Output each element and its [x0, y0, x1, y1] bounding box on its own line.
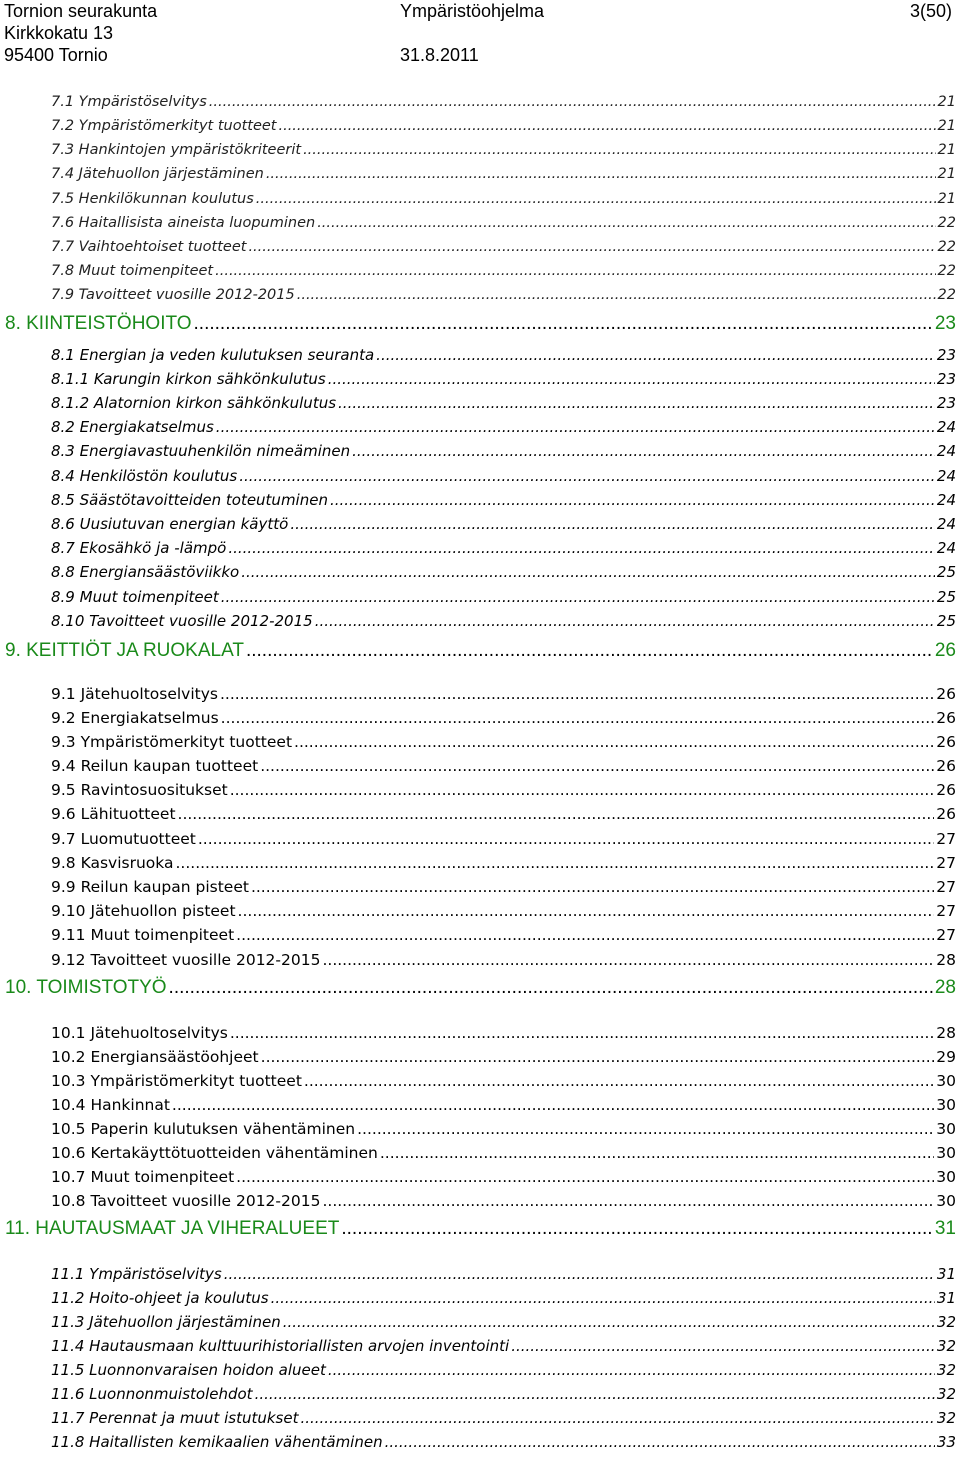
toc-entry-label: 8.8 Energiansäästöviikko: [51, 563, 240, 581]
toc-entry[interactable]: [51, 215, 956, 231]
document-title: Ympäristöohjelma: [400, 1, 545, 21]
toc-entry-label: 10.6 Kertakäyttötuotteiden vähentäminen: [51, 1144, 378, 1162]
toc-leader-dots: [238, 902, 935, 920]
toc-entry[interactable]: [51, 733, 956, 751]
toc-entry[interactable]: [51, 1337, 956, 1355]
toc-leader-dots: [290, 515, 935, 533]
toc-entry-label: 8.1.2 Alatornion kirkon sähkönkulutus: [51, 394, 337, 412]
toc-leader-dots: [228, 539, 935, 557]
toc-leader-dots: [198, 830, 934, 848]
org-name: Tornion seurakunta: [4, 1, 158, 21]
toc-leader-dots: [380, 1144, 934, 1162]
toc-entry-page: 28: [936, 1024, 956, 1042]
toc-entry-page: 23: [936, 346, 956, 364]
toc-leader-dots: [260, 757, 934, 775]
toc-entry-label: 8.5 Säästötavoitteiden toteutuminen: [51, 491, 328, 509]
toc-entry-page: 24: [936, 539, 956, 557]
toc-entry[interactable]: [51, 491, 956, 509]
toc-entry-label: 11.8 Haitallisten kemikaalien vähentäminen: [51, 1433, 383, 1451]
toc-entry[interactable]: [51, 1096, 956, 1114]
toc-entry-page: 30: [936, 1096, 956, 1114]
toc-entry-label: 11.1 Ympäristöselvitys: [51, 1265, 222, 1283]
toc-entry-label: 10.4 Hankinnat: [51, 1096, 170, 1114]
toc-leader-dots: [221, 588, 935, 606]
toc-leader-dots: [352, 442, 935, 460]
toc-leader-dots: [376, 346, 935, 364]
toc-leader-dots: [216, 418, 935, 436]
toc-entry-page: 31: [934, 1218, 956, 1239]
toc-entry-page: 27: [936, 926, 956, 944]
toc-leader-dots: [297, 287, 936, 303]
toc-entry[interactable]: [51, 1289, 956, 1307]
toc-leader-dots: [175, 854, 934, 872]
toc-entry[interactable]: [51, 191, 956, 207]
toc-heading-entry[interactable]: [5, 313, 956, 335]
header-center: [400, 0, 544, 66]
toc-entry-label: 10.7 Muut toimenpiteet: [51, 1168, 235, 1186]
toc-leader-dots: [236, 1168, 934, 1186]
toc-entry-label: 10.2 Energiansäästöohjeet: [51, 1048, 259, 1066]
toc-entry[interactable]: [51, 394, 956, 412]
toc-entry-label: 9. KEITTIÖT JA RUOKALAT: [5, 640, 244, 661]
toc-entry-label: 9.2 Energiakatselmus: [51, 709, 219, 727]
toc-entry-label: 9.4 Reilun kaupan tuotteet: [51, 757, 259, 775]
toc-entry-page: 32: [936, 1313, 956, 1331]
toc-entry-label: 9.8 Kasvisruoka: [51, 854, 174, 872]
toc-leader-dots: [221, 709, 935, 727]
toc-leader-dots: [338, 394, 935, 412]
toc-entry[interactable]: [51, 1048, 956, 1066]
toc-entry-page: 21: [937, 118, 956, 134]
toc-entry[interactable]: [51, 1168, 956, 1186]
toc-entry[interactable]: [51, 951, 956, 969]
toc-entry-label: 7.8 Muut toimenpiteet: [51, 263, 214, 279]
toc-entry-page: 27: [936, 854, 956, 872]
toc-entry-page: 26: [936, 781, 956, 799]
toc-entry-label: 9.5 Ravintosuositukset: [51, 781, 228, 799]
toc-entry-page: 30: [936, 1120, 956, 1138]
toc-entry-label: 9.9 Reilun kaupan pisteet: [51, 878, 249, 896]
toc-entry-label: 9.7 Luomutuotteet: [51, 830, 196, 848]
toc-entry[interactable]: [51, 1313, 956, 1331]
toc-leader-dots: [248, 239, 935, 255]
toc-entry[interactable]: [51, 346, 956, 364]
toc-leader-dots: [236, 926, 934, 944]
toc-entry-label: 11.3 Jätehuollon järjestäminen: [51, 1313, 281, 1331]
toc-entry-label: 9.12 Tavoitteet vuosille 2012-2015: [51, 951, 321, 969]
toc-leader-dots: [357, 1120, 934, 1138]
page-header: [0, 0, 960, 70]
toc-entry-page: 21: [937, 94, 956, 110]
toc-entry-label: 8.4 Henkilöstön koulutus: [51, 467, 238, 485]
toc-entry-page: 30: [936, 1072, 956, 1090]
toc-entry-label: 9.6 Lähituotteet: [51, 805, 176, 823]
toc-entry-page: 21: [937, 142, 956, 158]
toc-leader-dots: [328, 1361, 935, 1379]
toc-entry-page: 24: [936, 515, 956, 533]
toc-heading-entry[interactable]: [5, 977, 956, 999]
toc-leader-dots: [255, 1385, 935, 1403]
toc-entry-label: 7.5 Henkilökunnan koulutus: [51, 191, 254, 207]
toc-entry-label: 8. KIINTEISTÖHOITO: [5, 313, 192, 334]
toc-entry[interactable]: [51, 757, 956, 775]
toc-entry-label: 9.10 Jätehuollon pisteet: [51, 902, 236, 920]
toc-entry[interactable]: [51, 539, 956, 557]
toc-entry[interactable]: [51, 166, 956, 182]
toc-heading-entry[interactable]: [5, 1218, 956, 1240]
toc-entry-page: 23: [936, 394, 956, 412]
toc-leader-dots: [172, 1096, 934, 1114]
toc-entry[interactable]: [51, 1120, 956, 1138]
toc-entry[interactable]: [51, 370, 956, 388]
toc-entry-page: 30: [936, 1168, 956, 1186]
address-street: Kirkkokatu 13: [4, 23, 114, 43]
toc-leader-dots: [256, 191, 936, 207]
toc-entry-label: 8.3 Energiavastuuhenkilön nimeäminen: [51, 442, 351, 460]
toc-entry-label: 7.1 Ympäristöselvitys: [51, 94, 207, 110]
toc-entry-page: 25: [936, 588, 956, 606]
header-left: [4, 0, 157, 66]
toc-entry[interactable]: [51, 1385, 956, 1403]
toc-leader-dots: [330, 491, 935, 509]
toc-entry[interactable]: [51, 563, 956, 581]
toc-entry[interactable]: [51, 854, 956, 872]
toc-entry-page: 27: [936, 878, 956, 896]
toc-entry[interactable]: [51, 287, 956, 303]
toc-entry[interactable]: [51, 239, 956, 255]
toc-entry-page: 27: [936, 830, 956, 848]
toc-leader-dots: [303, 142, 935, 158]
toc-entry-page: 26: [934, 640, 956, 661]
toc-entry-label: 9.3 Ympäristömerkityt tuotteet: [51, 733, 293, 751]
toc-leader-dots: [194, 313, 933, 335]
toc-leader-dots: [241, 563, 935, 581]
toc-leader-dots: [294, 733, 934, 751]
toc-leader-dots: [215, 263, 935, 279]
toc-leader-dots: [246, 640, 933, 662]
toc-entry-page: 25: [936, 563, 956, 581]
toc-leader-dots: [300, 1409, 934, 1427]
toc-leader-dots: [304, 1072, 934, 1090]
toc-entry[interactable]: [51, 1409, 956, 1427]
toc-entry[interactable]: [51, 1072, 956, 1090]
toc-leader-dots: [224, 1265, 935, 1283]
toc-entry-label: 10.8 Tavoitteet vuosille 2012-2015: [51, 1192, 321, 1210]
toc-entry-label: 8.7 Ekosähkö ja -lämpö: [51, 539, 227, 557]
toc-leader-dots: [230, 781, 935, 799]
toc-entry-page: 25: [936, 612, 956, 630]
toc-entry-label: 10. TOIMISTOTYÖ: [5, 977, 167, 998]
toc-leader-dots: [251, 878, 934, 896]
toc-leader-dots: [315, 612, 935, 630]
toc-entry[interactable]: [51, 902, 956, 920]
toc-entry-page: 23: [934, 313, 956, 334]
toc-entry-page: 28: [934, 977, 956, 998]
toc-entry-label: 11.4 Hautausmaan kulttuurihistoriallisten arvojen inventointi: [51, 1337, 510, 1355]
toc-entry[interactable]: [51, 142, 956, 158]
toc-leader-dots: [271, 1289, 935, 1307]
toc-entry-label: 11. HAUTAUSMAAT JA VIHERALUEET: [5, 1218, 340, 1239]
toc-entry-label: 9.11 Muut toimenpiteet: [51, 926, 235, 944]
toc-entry[interactable]: [51, 263, 956, 279]
toc-entry[interactable]: [51, 467, 956, 485]
toc-leader-dots: [278, 118, 935, 134]
toc-leader-dots: [328, 370, 935, 388]
toc-entry-page: 21: [937, 166, 956, 182]
toc-entry-page: 24: [936, 491, 956, 509]
toc-entry-page: 26: [936, 685, 956, 703]
toc-entry-page: 33: [936, 1433, 956, 1451]
toc-entry-page: 29: [936, 1048, 956, 1066]
toc-leader-dots: [322, 1192, 934, 1210]
toc-entry-page: 24: [936, 418, 956, 436]
toc-entry-page: 31: [936, 1289, 956, 1307]
toc-entry-page: 26: [936, 733, 956, 751]
toc-entry-page: 22: [937, 239, 956, 255]
toc-leader-dots: [169, 977, 933, 999]
toc-entry-page: 31: [936, 1265, 956, 1283]
toc-leader-dots: [341, 1218, 933, 1240]
toc-leader-dots: [322, 951, 934, 969]
toc-leader-dots: [209, 94, 936, 110]
toc-entry[interactable]: [51, 805, 956, 823]
toc-leader-dots: [220, 685, 934, 703]
toc-leader-dots: [511, 1337, 935, 1355]
toc-entry-page: 32: [936, 1409, 956, 1427]
toc-entry[interactable]: [51, 926, 956, 944]
toc-entry-label: 10.1 Jätehuoltoselvitys: [51, 1024, 228, 1042]
toc-entry-label: 7.6 Haitallisista aineista luopuminen: [51, 215, 316, 231]
toc-leader-dots: [239, 467, 935, 485]
toc-entry-page: 28: [936, 951, 956, 969]
toc-entry[interactable]: [51, 709, 956, 727]
toc-entry[interactable]: [51, 588, 956, 606]
header-right: [910, 0, 952, 22]
toc-entry-page: 24: [936, 467, 956, 485]
page-number: 3(50): [909, 1, 952, 21]
toc-entry-label: 7.2 Ympäristömerkityt tuotteet: [51, 118, 277, 134]
toc-entry-page: 23: [936, 370, 956, 388]
toc-entry[interactable]: [51, 1433, 956, 1451]
toc-entry[interactable]: [51, 1144, 956, 1162]
toc-entry-label: 8.6 Uusiutuvan energian käyttö: [51, 515, 289, 533]
toc-entry[interactable]: [51, 442, 956, 460]
toc-entry[interactable]: [51, 685, 956, 703]
toc-entry[interactable]: [51, 118, 956, 134]
toc-entry-label: 11.2 Hoito-ohjeet ja koulutus: [51, 1289, 269, 1307]
toc-entry-label: 8.1.1 Karungin kirkon sähkönkulutus: [51, 370, 326, 388]
toc-entry-label: 10.5 Paperin kulutuksen vähentäminen: [51, 1120, 356, 1138]
toc-entry-label: 8.1 Energian ja veden kulutuksen seuranta: [51, 346, 375, 364]
toc-leader-dots: [317, 215, 935, 231]
toc-entry-label: 9.1 Jätehuoltoselvitys: [51, 685, 218, 703]
toc-entry-page: 22: [937, 263, 956, 279]
toc-entry[interactable]: [51, 1265, 956, 1283]
toc-entry-label: 11.5 Luonnonvaraisen hoidon alueet: [51, 1361, 326, 1379]
document-date: 31.8.2011: [400, 45, 479, 65]
toc-entry[interactable]: [51, 830, 956, 848]
toc-entry[interactable]: [51, 781, 956, 799]
toc-entry-label: 7.3 Hankintojen ympäristökriteerit: [51, 142, 302, 158]
toc-entry-page: 26: [936, 709, 956, 727]
toc-entry[interactable]: [51, 612, 956, 630]
toc-entry[interactable]: [51, 515, 956, 533]
toc-entry-page: 32: [936, 1361, 956, 1379]
toc-entry-page: 26: [936, 757, 956, 775]
toc-entry-page: 26: [936, 805, 956, 823]
toc-leader-dots: [283, 1313, 935, 1331]
toc-entry-page: 24: [936, 442, 956, 460]
toc-entry-label: 7.9 Tavoitteet vuosille 2012-2015: [51, 287, 295, 303]
toc-entry[interactable]: [51, 1024, 956, 1042]
toc-heading-entry[interactable]: [5, 640, 956, 662]
toc-entry-page: 27: [936, 902, 956, 920]
toc-entry-label: 7.4 Jätehuollon järjestäminen: [51, 166, 264, 182]
toc-entry-label: 8.9 Muut toimenpiteet: [51, 588, 219, 606]
toc-entry[interactable]: [51, 1361, 956, 1379]
toc-entry[interactable]: [51, 418, 956, 436]
toc-leader-dots: [385, 1433, 935, 1451]
toc-entry-page: 22: [937, 287, 956, 303]
toc-entry-label: 8.10 Tavoitteet vuosille 2012-2015: [51, 612, 313, 630]
toc-entry[interactable]: [51, 94, 956, 110]
toc-entry-page: 32: [936, 1337, 956, 1355]
toc-entry-label: 10.3 Ympäristömerkityt tuotteet: [51, 1072, 302, 1090]
toc-entry[interactable]: [51, 1192, 956, 1210]
toc-entry-label: 8.2 Energiakatselmus: [51, 418, 214, 436]
toc-entry-page: 30: [936, 1144, 956, 1162]
toc-entry-page: 30: [936, 1192, 956, 1210]
toc-entry-page: 32: [936, 1385, 956, 1403]
address-postal: 95400 Tornio: [4, 45, 108, 65]
toc-entry-label: 11.6 Luonnonmuistolehdot: [51, 1385, 253, 1403]
toc-entry-label: 11.7 Perennat ja muut istutukset: [51, 1409, 299, 1427]
toc-leader-dots: [178, 805, 935, 823]
toc-entry-page: 21: [937, 191, 956, 207]
toc-leader-dots: [266, 166, 936, 182]
toc-entry-label: 7.7 Vaihtoehtoiset tuotteet: [51, 239, 247, 255]
toc-leader-dots: [230, 1024, 934, 1042]
toc-leader-dots: [261, 1048, 935, 1066]
toc-entry-page: 22: [937, 215, 956, 231]
toc-entry[interactable]: [51, 878, 956, 896]
